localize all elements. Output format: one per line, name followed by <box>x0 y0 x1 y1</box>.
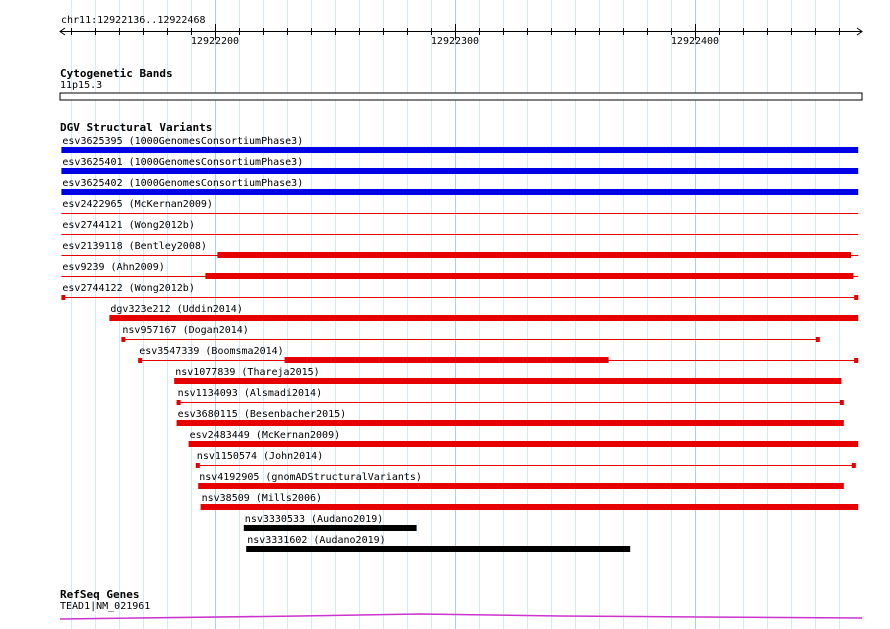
variant-bar[interactable] <box>189 441 859 447</box>
variant-end-marker <box>840 400 844 405</box>
variant-label: esv9239 (Ahn2009) <box>62 262 165 273</box>
variant-label: esv2483449 (McKernan2009) <box>189 430 341 441</box>
variant-label: nsv1077839 (Thareja2015) <box>175 367 320 378</box>
variant-start-marker <box>196 463 200 468</box>
variant-bar[interactable] <box>61 189 858 195</box>
variant-core-bar[interactable] <box>205 273 853 279</box>
dgv-track-title: DGV Structural Variants <box>60 121 213 134</box>
variant-label: esv3680115 (Besenbacher2015) <box>177 409 347 420</box>
variant-label: nsv957167 (Dogan2014) <box>122 325 249 336</box>
cytoband-label: 11p15.3 <box>60 80 103 91</box>
variant-bar[interactable] <box>201 504 859 510</box>
variant-end-marker <box>854 358 858 363</box>
structural-variant-feature[interactable] <box>121 325 819 342</box>
structural-variant-feature[interactable] <box>61 157 858 174</box>
variant-bar[interactable] <box>109 315 858 321</box>
ruler-tick-label: 12922400 <box>670 36 720 47</box>
variant-start-marker <box>61 295 65 300</box>
cytogenetic-bands-title: Cytogenetic Bands <box>60 67 173 80</box>
cytoband-bar[interactable] <box>60 93 862 100</box>
variant-bar[interactable] <box>61 147 858 153</box>
dgv-structural-variants-track[interactable] <box>61 136 858 552</box>
variant-bar[interactable] <box>198 483 844 489</box>
variant-core-bar[interactable] <box>217 252 851 258</box>
gene-model-line[interactable] <box>60 614 862 619</box>
variant-start-marker <box>121 337 125 342</box>
structural-variant-feature[interactable] <box>244 514 417 531</box>
structural-variant-feature[interactable] <box>189 430 859 447</box>
variant-label: esv3625395 (1000GenomesConsortiumPhase3) <box>62 136 304 147</box>
structural-variant-feature[interactable] <box>61 199 858 214</box>
variant-start-marker <box>138 358 142 363</box>
variant-label: esv2422965 (McKernan2009) <box>62 199 213 210</box>
variant-bar[interactable] <box>61 168 858 174</box>
ruler-tick-label: 12922300 <box>430 36 480 47</box>
variant-label: esv3625402 (1000GenomesConsortiumPhase3) <box>62 178 304 189</box>
refseq-gene-label[interactable]: TEAD1|NM_021961 <box>60 601 151 612</box>
variant-bar[interactable] <box>174 378 841 384</box>
location-label: chr11:12922136..12922468 <box>61 15 206 26</box>
variant-bar[interactable] <box>244 525 417 531</box>
structural-variant-feature[interactable] <box>61 283 858 300</box>
structural-variant-feature[interactable] <box>61 220 858 235</box>
ruler-tick-label: 12922200 <box>190 36 240 47</box>
variant-label: nsv1150574 (John2014) <box>196 451 324 462</box>
structural-variant-feature[interactable] <box>196 451 856 468</box>
structural-variant-feature[interactable] <box>198 472 844 489</box>
structural-variant-feature[interactable] <box>61 178 858 195</box>
variant-bar[interactable] <box>177 420 844 426</box>
structural-variant-feature[interactable] <box>174 367 841 384</box>
structural-variant-feature[interactable] <box>109 304 858 321</box>
coordinate-ruler[interactable] <box>60 24 862 47</box>
variant-label: dgv323e212 (Uddin2014) <box>110 304 243 315</box>
variant-label: nsv4192905 (gnomADStructuralVariants) <box>199 472 422 483</box>
variant-label: nsv38509 (Mills2006) <box>201 493 323 504</box>
structural-variant-feature[interactable] <box>61 136 858 153</box>
structural-variant-feature[interactable] <box>246 535 630 552</box>
variant-label: nsv3331602 (Audano2019) <box>247 535 386 546</box>
refseq-track-title: RefSeq Genes <box>60 588 140 601</box>
variant-label: esv2139118 (Bentley2008) <box>62 241 207 252</box>
variant-end-marker <box>852 463 856 468</box>
structural-variant-feature[interactable] <box>61 262 858 279</box>
refseq-genes-track[interactable] <box>60 614 862 619</box>
variant-label: nsv3330533 (Audano2019) <box>244 514 384 525</box>
variant-label: esv2744121 (Wong2012b) <box>62 220 195 231</box>
variant-label: esv2744122 (Wong2012b) <box>62 283 195 294</box>
variant-bar[interactable] <box>246 546 630 552</box>
variant-label: esv3547339 (Boomsma2014) <box>139 346 284 357</box>
structural-variant-feature[interactable] <box>201 493 859 510</box>
variant-end-marker <box>854 295 858 300</box>
structural-variant-feature[interactable] <box>138 346 858 363</box>
cytogenetic-bands-track[interactable] <box>60 93 862 100</box>
structural-variant-feature[interactable] <box>61 241 858 258</box>
variant-end-marker <box>816 337 820 342</box>
variant-label: nsv1134093 (Alsmadi2014) <box>177 388 323 399</box>
variant-label: esv3625401 (1000GenomesConsortiumPhase3) <box>62 157 304 168</box>
variant-start-marker <box>177 400 181 405</box>
variant-core-bar[interactable] <box>285 357 609 363</box>
